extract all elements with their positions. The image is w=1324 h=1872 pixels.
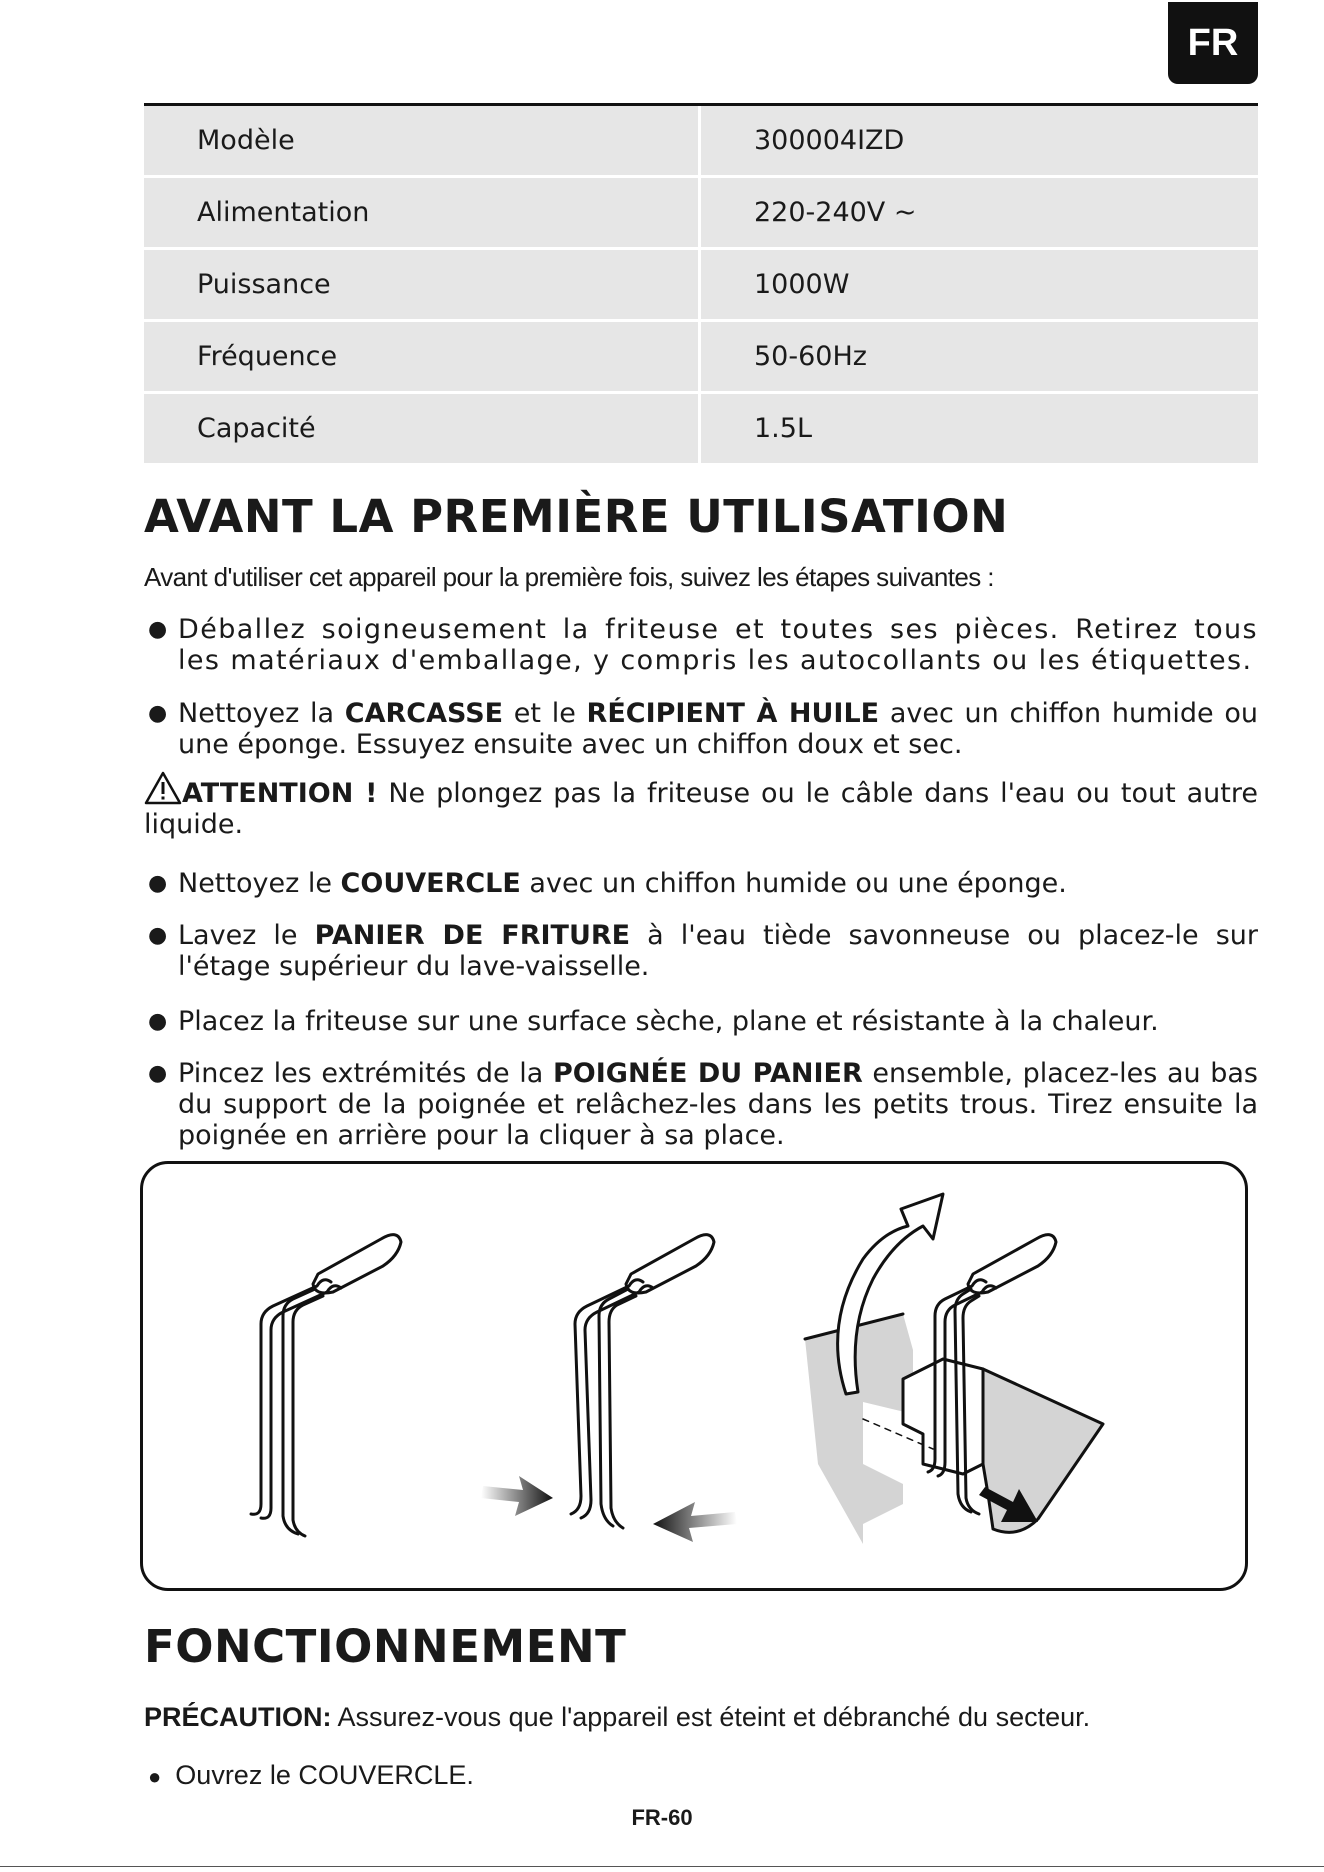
language-badge: FR: [1168, 2, 1258, 84]
bullet-icon: ●: [148, 871, 168, 896]
spec-label: Alimentation: [144, 178, 698, 247]
list-item: [144, 614, 1258, 676]
spec-label: Capacité: [144, 394, 698, 463]
emphasis-text: COUVERCLE: [340, 868, 521, 899]
caution-text: Assurez-vous que l'appareil est éteint et débranché du secteur.: [331, 1702, 1091, 1732]
bullet-icon: ●: [148, 1061, 168, 1086]
list-item-text: Pincez les extrémités de la: [178, 1058, 553, 1089]
section-title-before-first-use: AVANT LA PREMIÈRE UTILISATION: [144, 490, 1009, 543]
spec-label: Fréquence: [144, 322, 698, 391]
bottom-rule: [0, 1866, 1324, 1867]
list-item: [144, 1006, 1258, 1037]
bullet-icon: ●: [148, 923, 168, 948]
emphasis-text: POIGNÉE DU PANIER: [553, 1058, 863, 1089]
warning-text: Ne plongez pas la friteuse ou le câble dans l'eau ou tout autre liquide.: [144, 778, 1258, 840]
spec-value: 1000W: [701, 250, 1258, 319]
warning-label: ATTENTION !: [182, 778, 378, 809]
caution-label: PRÉCAUTION:: [144, 1702, 332, 1732]
spec-value: 220-240V ~: [701, 178, 1258, 247]
list-item: [144, 868, 1258, 899]
spec-table: [144, 103, 1258, 466]
page-number: FR-60: [631, 1805, 693, 1830]
list-item: [144, 1760, 474, 1791]
emphasis-text: PANIER DE FRITURE: [314, 920, 631, 951]
list-item-text: avec un chiffon humide ou une éponge. Essuyez ensuite avec un chiffon doux et sec.: [178, 698, 1258, 760]
handle-assembly-diagram: [143, 1164, 1245, 1588]
bullet-icon: ●: [148, 617, 169, 642]
squeeze-arrow-left-icon: [481, 1476, 553, 1516]
handle-step-2-icon: [571, 1235, 714, 1528]
bullet-icon: ●: [148, 1764, 162, 1789]
emphasis-text: RÉCIPIENT À HUILE: [586, 698, 880, 729]
spec-value: 1.5L: [701, 394, 1258, 463]
list-item-text: Lavez le: [178, 920, 315, 951]
list-item-text: à l'eau tiède savonneuse ou placez-le sur l'étage supérieur du lave-vaisselle.: [178, 920, 1258, 982]
list-item-text: Placez la friteuse sur une surface sèche, plane et résistante à la chaleur.: [178, 1006, 1159, 1037]
warning-notice: [144, 771, 1258, 840]
section-intro: Avant d'utiliser cet appareil pour la première fois, suivez les étapes suivantes :: [144, 562, 994, 592]
squeeze-arrow-right-icon: [653, 1502, 737, 1542]
list-item-text: Nettoyez la: [178, 698, 345, 729]
handle-assembly-illustration: [140, 1161, 1248, 1591]
bullet-icon: ●: [148, 701, 168, 726]
list-item-text: ensemble, placez-les au bas du support de la poignée et relâchez-les dans les petits trous. Tirez ensuite la poignée en arrière pour la cliquer à sa place.: [178, 1058, 1258, 1151]
caution-notice: [144, 1702, 1090, 1733]
list-item-text: et le: [503, 698, 587, 729]
list-item: [144, 698, 1258, 760]
spec-label: Modèle: [144, 106, 698, 175]
list-item: [144, 920, 1258, 982]
emphasis-text: CARCASSE: [344, 698, 504, 729]
list-item-text: Nettoyez le: [178, 868, 341, 899]
list-item-text: avec un chiffon humide ou une éponge.: [520, 868, 1067, 899]
list-item-text: Déballez soigneusement la friteuse et toutes ses pièces. Retirez tous les matériaux d'emballage, y compris les autocollants ou les étiquettes.: [178, 614, 1258, 676]
spec-label: Puissance: [144, 250, 698, 319]
spec-value: 300004IZD: [701, 106, 1258, 175]
warning-icon: [144, 771, 182, 805]
spec-row-capacity: [144, 394, 1258, 463]
spec-row-model: [144, 106, 1258, 175]
list-item: [144, 1058, 1258, 1151]
spec-row-power: [144, 250, 1258, 319]
spec-row-frequency: [144, 322, 1258, 391]
section-title-operation: FONCTIONNEMENT: [144, 1620, 627, 1673]
list-item-text: Ouvrez le COUVERCLE.: [175, 1760, 474, 1790]
handle-step-1-icon: [251, 1235, 401, 1536]
spec-value: 50-60Hz: [701, 322, 1258, 391]
bullet-icon: ●: [148, 1009, 168, 1034]
spec-row-power-supply: [144, 178, 1258, 247]
